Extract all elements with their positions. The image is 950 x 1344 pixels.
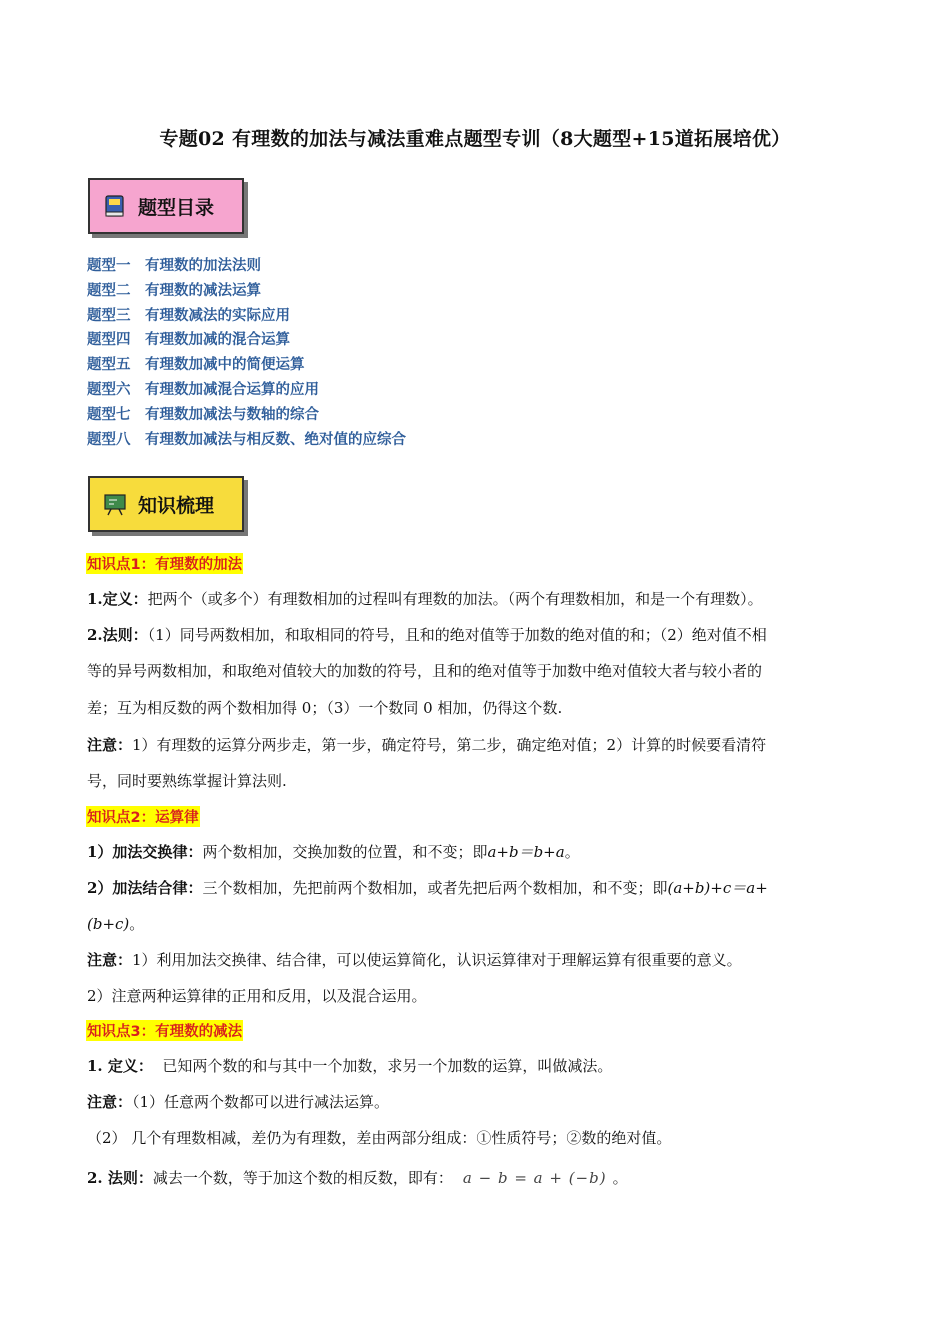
- kp2-associative-line2: (b+c)。: [87, 915, 145, 933]
- toc-item[interactable]: 题型二 有理数的减法运算: [87, 282, 261, 299]
- kp1-heading: 知识点1：有理数的加法: [86, 553, 243, 574]
- kp1-rule-line2: 等的异号两数相加，和取绝对值较大的加数的符号，且和的绝对值等于加数中绝对值较大者与较小者的: [87, 662, 763, 680]
- toc-item[interactable]: 题型七 有理数加减法与数轴的综合: [87, 406, 319, 423]
- page-title: 专题02 有理数的加法与减法重难点题型专训（8大题型+15道拓展培优）: [159, 128, 791, 150]
- kp1-note: 注意：1）有理数的运算分两步走，第一步，确定符号，第二步，确定绝对值；2）计算的时候要看清符: [87, 736, 767, 754]
- toc-item[interactable]: 题型八 有理数加减法与相反数、绝对值的应综合: [87, 431, 406, 448]
- toc-item[interactable]: 题型五 有理数加减中的简便运算: [87, 357, 305, 374]
- kp2-associative: 2）加法结合律：三个数相加，先把前两个数相加，或者先把后两个数相加，和不变；即(a+b)+c＝a+: [87, 879, 768, 897]
- kp3-definition: 1. 定义： 已知两个数的和与其中一个加数，求另一个加数的运算，叫做减法。: [87, 1057, 613, 1075]
- toc-banner: [88, 178, 244, 234]
- toc-item[interactable]: 题型三 有理数减法的实际应用: [87, 307, 290, 324]
- kp3-note: 注意：（1）任意两个数都可以进行减法运算。: [87, 1093, 390, 1111]
- knowledge-banner: [88, 476, 244, 532]
- toc-list: [87, 254, 406, 452]
- toc-item[interactable]: 题型一 有理数的加法法则: [87, 258, 261, 274]
- kp2-heading: 知识点2：运算律: [86, 806, 200, 827]
- kp3-heading: 知识点3：有理数的减法: [86, 1020, 243, 1041]
- toc-banner-label: 题型目录: [138, 196, 215, 219]
- toc-item[interactable]: 题型六 有理数加减混合运算的应用: [87, 381, 319, 398]
- kp3-note2: （2） 几个有理数相减，差仍为有理数，差由两部分组成：①性质符号；②数的绝对值。: [87, 1129, 672, 1147]
- subtraction-formula: a − b = a + (−b): [462, 1169, 607, 1187]
- kp2-commutative: 1）加法交换律：两个数相加，交换加数的位置，和不变；即a+b＝b+a。: [87, 843, 580, 861]
- book-icon: [102, 193, 128, 219]
- kp1-rule: 2.法则：（1）同号两数相加，和取相同的符号，且和的绝对值等于加数的绝对值的和；（2）绝对值不相: [87, 626, 767, 644]
- toc-item[interactable]: 题型四 有理数加减的混合运算: [87, 332, 290, 349]
- kp1-note-line2: 号，同时要熟练掌握计算法则.: [87, 772, 287, 790]
- kp2-note: 注意：1）利用加法交换律、结合律，可以使运算简化，认识运算律对于理解运算有很重要的意义。: [87, 951, 742, 969]
- kp3-rule: 2. 法则：减去一个数，等于加这个数的相反数，即有： a − b = a + (−b) 。: [87, 1169, 628, 1187]
- blackboard-icon: [102, 491, 128, 517]
- kp2-note2: 2）注意两种运算律的正用和反用，以及混合运用。: [87, 987, 427, 1005]
- kp1-definition: 1.定义：把两个（或多个）有理数相加的过程叫有理数的加法。（两个有理数相加，和是一个有理数）。: [87, 590, 763, 608]
- kp1-rule-line3: 差；互为相反数的两个数相加得 0；（3）一个数同 0 相加，仍得这个数.: [87, 699, 563, 717]
- knowledge-banner-label: 知识梳理: [138, 494, 215, 517]
